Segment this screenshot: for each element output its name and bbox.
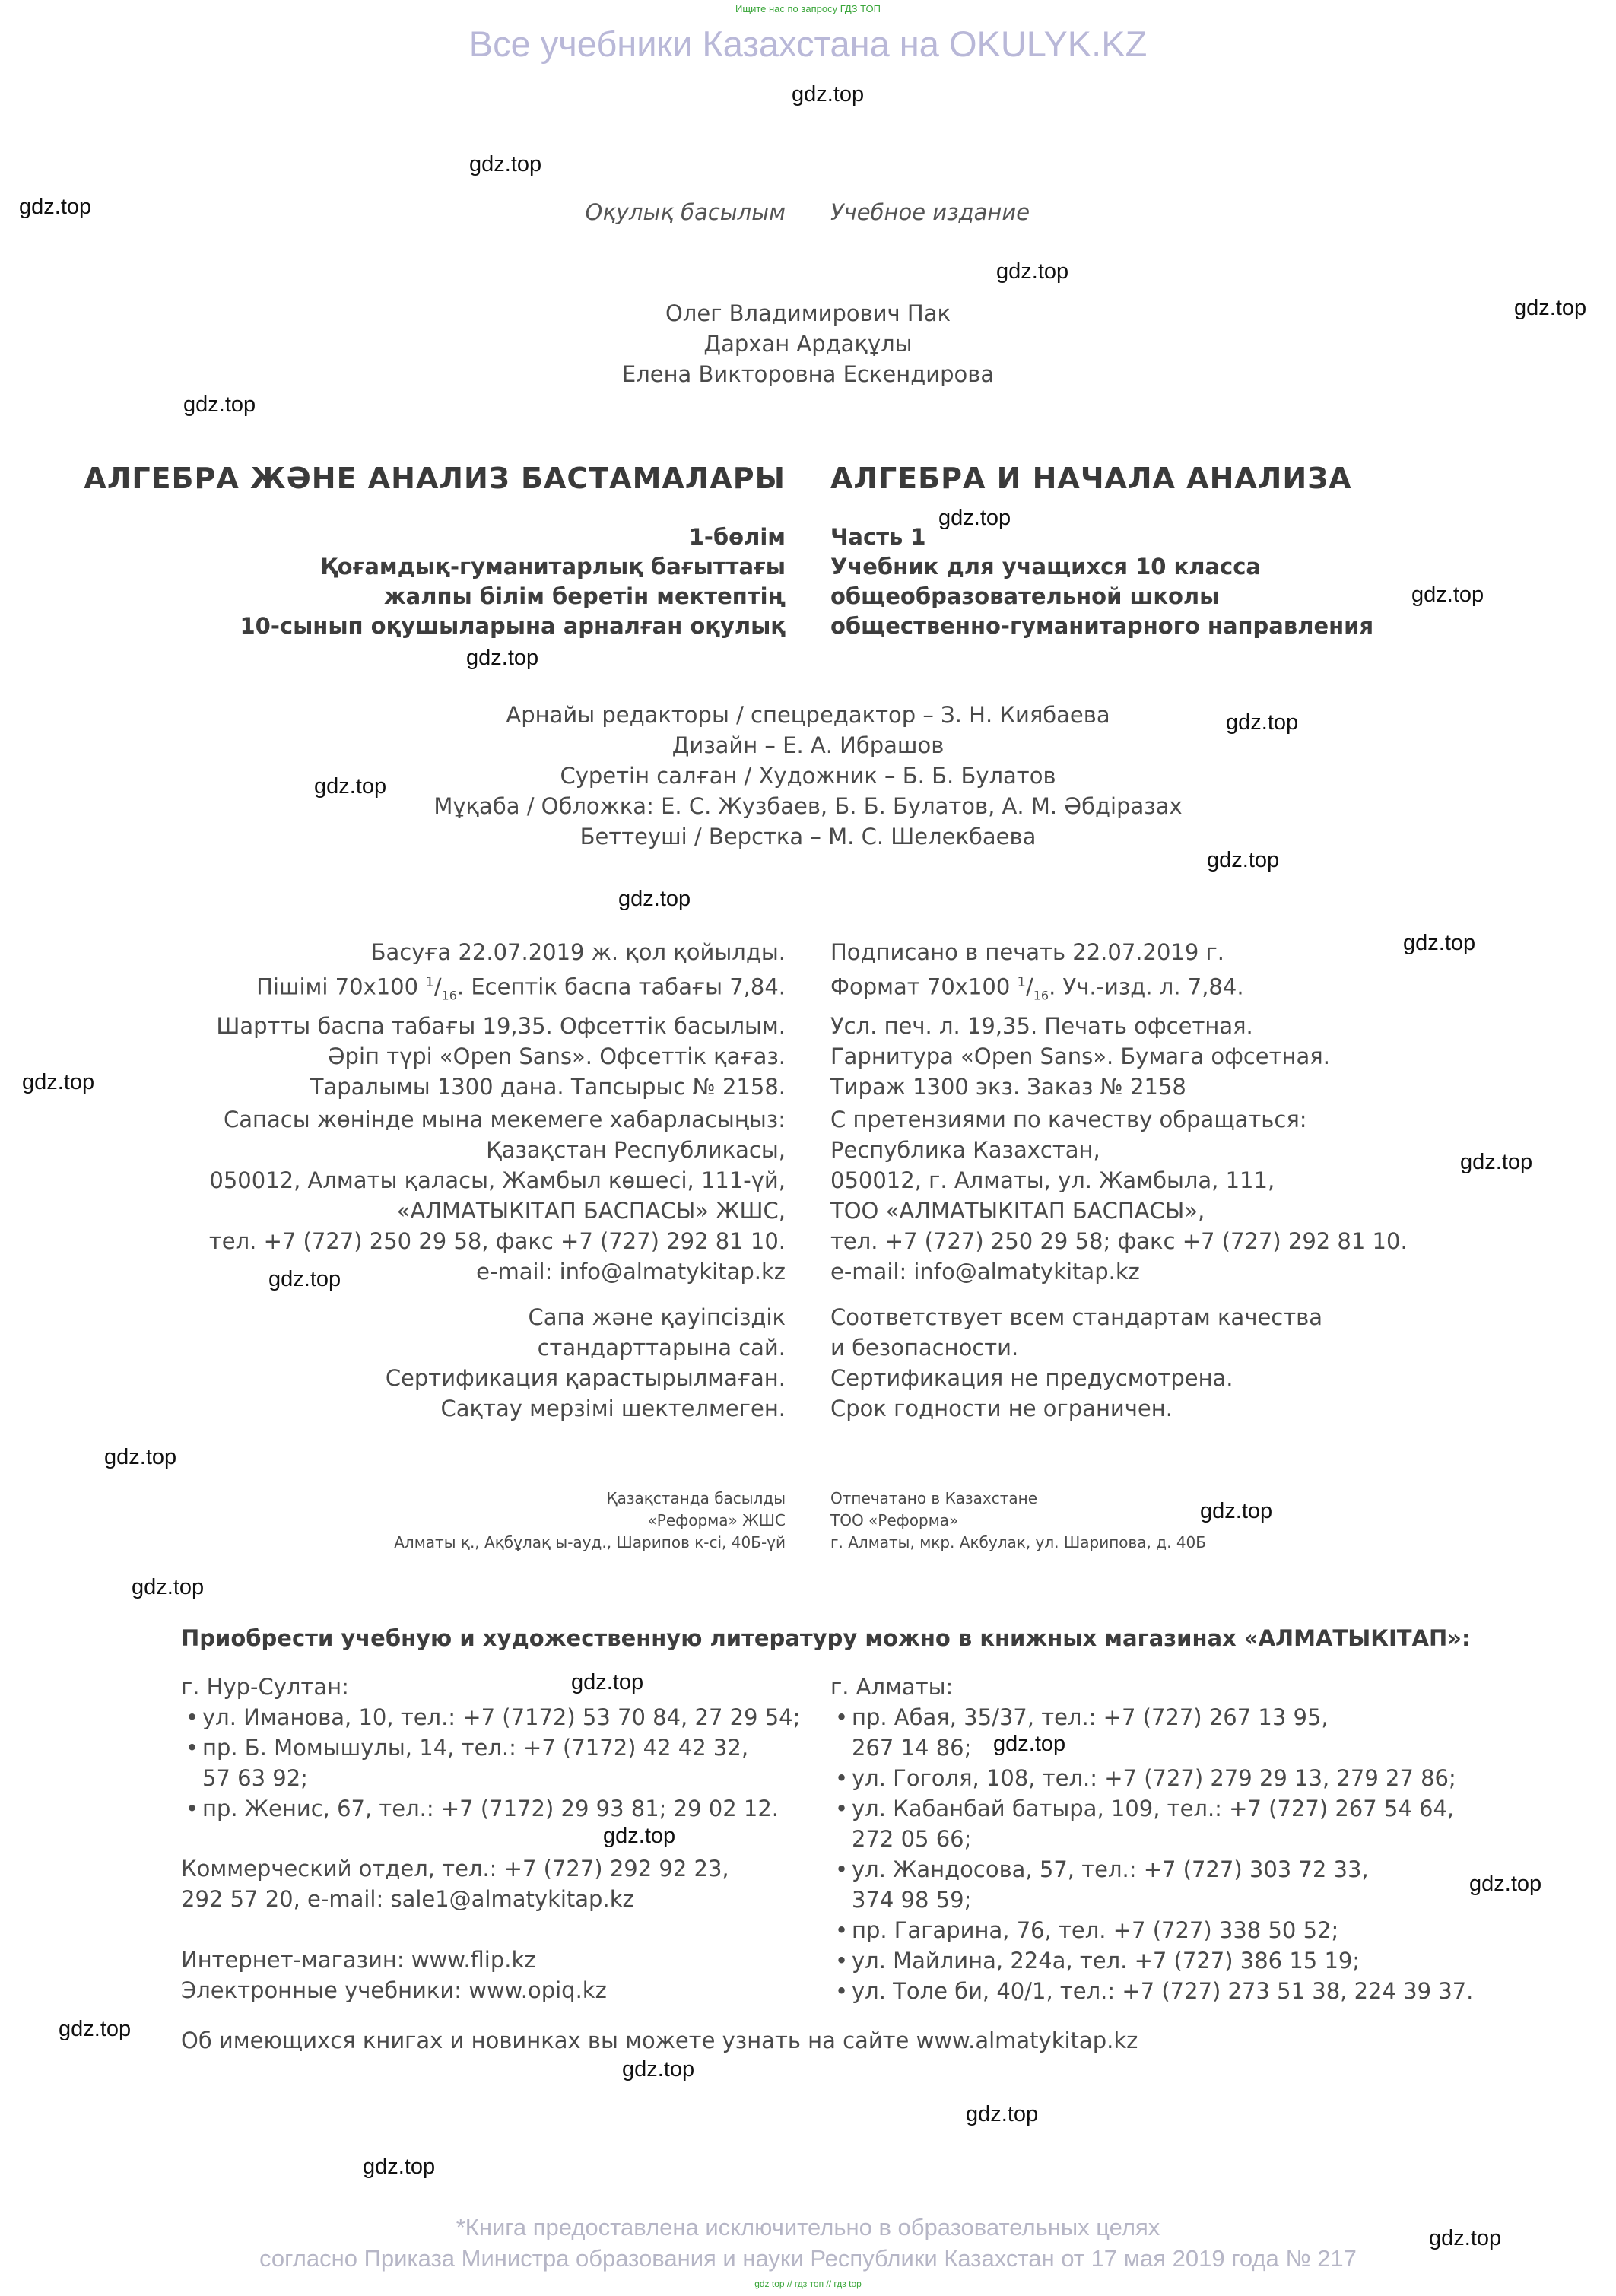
subtitle-line: общеобразовательной школы xyxy=(830,583,1220,609)
standards-line: Срок годности не ограничен. xyxy=(830,1396,1173,1421)
list-item xyxy=(186,1793,800,1824)
fraction-numerator: 1 xyxy=(1017,974,1026,990)
shop-address: ул. Толе би, 40/1, тел.: +7 (727) 273 51 38, 224 39 37. xyxy=(852,1978,1474,2004)
print-format-line: Формат 70x100 $^1/_{16}$. Уч.-изд. л. 7,84. xyxy=(830,973,1244,1003)
watermark-text: gdz.top xyxy=(1226,710,1299,735)
list-item xyxy=(835,1702,1473,1763)
commercial-email[interactable]: 292 57 20, e-mail: sale1@almatykitap.kz xyxy=(181,1886,634,1912)
shop-address-cont: 57 63 92; xyxy=(202,1765,308,1791)
bullet-icon: • xyxy=(835,1796,849,1821)
shop-address: ул. Гоголя, 108, тел.: +7 (727) 279 29 13, 279 27 86; xyxy=(852,1765,1456,1791)
credit-line: Беттеуші / Верстка – М. С. Шелекбаева xyxy=(579,824,1037,849)
search-hint-banner: Ищите нас по запросу ГДЗ ТОП xyxy=(735,3,881,14)
edition-ru: Учебное издание xyxy=(830,199,1030,225)
standards-line: Сапа және қауіпсіздік xyxy=(528,1304,786,1330)
print-line: Усл. печ. л. 19,35. Печать офсетная. xyxy=(830,1013,1253,1040)
email-link[interactable]: e-mail: info@almatykitap.kz xyxy=(476,1259,786,1285)
watermark-text: gdz.top xyxy=(466,646,539,670)
shop-address: пр. Гагарина, 76, тел. +7 (727) 338 50 52; xyxy=(852,1917,1339,1943)
bullet-icon: • xyxy=(186,1704,199,1730)
list-item xyxy=(835,1915,1473,1945)
watermark-text: gdz.top xyxy=(104,1445,177,1469)
print-details-ru xyxy=(830,937,1330,1102)
e-textbooks-link[interactable]: Электронные учебники: www.opiq.kz xyxy=(181,1977,607,2003)
print-line: Подписано в печать 22.07.2019 г. xyxy=(830,939,1224,965)
credit-line: Мұқаба / Обложка: Е. С. Жузбаев, Б. Б. Булатов, А. М. Әбдіразах xyxy=(433,793,1183,819)
print-format-line: Пішімі 70x100 $^1/_{16}$. Есептік баспа табағы 7,84. xyxy=(256,973,786,1003)
contact-line: С претензиями по качеству обращаться: xyxy=(830,1107,1307,1132)
email-link[interactable]: e-mail: info@almatykitap.kz xyxy=(830,1259,1140,1285)
commercial-line: Коммерческий отдел, тел.: +7 (727) 292 92 23, xyxy=(181,1856,729,1882)
bullet-icon: • xyxy=(835,1948,849,1974)
watermark-text: gdz.top xyxy=(792,82,865,106)
list-item xyxy=(835,1976,1473,2006)
watermark-text: gdz.top xyxy=(603,1824,676,1848)
bullet-icon: • xyxy=(835,1704,849,1730)
standards-ru xyxy=(830,1302,1322,1424)
watermark-text: gdz.top xyxy=(22,1070,95,1094)
standards-line: Соответствует всем стандартам качества xyxy=(830,1304,1322,1330)
watermark-text: gdz.top xyxy=(1207,848,1280,872)
print-line: Таралымы 1300 дана. Тапсырыс № 2158. xyxy=(310,1074,786,1100)
shop-address: пр. Женис, 67, тел.: +7 (7172) 29 93 81; 29 02 12. xyxy=(202,1796,779,1821)
subtitle-line: общественно-гуманитарного направления xyxy=(830,613,1374,639)
print-line: Шартты баспа табағы 19,35. Офсеттік басылым. xyxy=(216,1013,786,1040)
list-item xyxy=(835,1854,1473,1915)
shop-address: ул. Иманова, 10, тел.: +7 (7172) 53 70 84, 27 29 54; xyxy=(202,1704,801,1730)
shop-address: ул. Жандосова, 57, тел.: +7 (727) 303 72 33, xyxy=(852,1856,1369,1882)
fraction-denominator: 16 xyxy=(1033,988,1049,1003)
printer-line: «Реформа» ЖШС xyxy=(647,1511,786,1529)
almaty-shop-list xyxy=(835,1702,1473,2006)
edition-kz: Оқулық басылым xyxy=(585,199,786,225)
watermark-text: gdz.top xyxy=(1200,1499,1273,1523)
author-line: Елена Викторовна Ескендирова xyxy=(621,361,995,387)
printer-line: ТОО «Реформа» xyxy=(830,1511,959,1529)
credit-line: Арнайы редакторы / спецредактор – З. Н. Киябаева xyxy=(506,702,1110,728)
watermark-text: gdz.top xyxy=(571,1670,644,1694)
shop-address: пр. Б. Момышулы, 14, тел.: +7 (7172) 42 42 32, xyxy=(202,1735,749,1761)
printer-ru xyxy=(830,1488,1206,1554)
print-line: Тираж 1300 экз. Заказ № 2158 xyxy=(830,1074,1186,1100)
bullet-icon: • xyxy=(186,1735,199,1761)
nursultan-heading: г. Нур-Султан: xyxy=(181,1674,349,1700)
standards-line: Сертификация қарастырылмаған. xyxy=(385,1365,786,1391)
contact-ru xyxy=(830,1104,1408,1287)
watermark-text: gdz.top xyxy=(1469,1872,1542,1896)
printer-line: Қазақстанда басылды xyxy=(606,1489,786,1507)
almaty-heading: г. Алматы: xyxy=(830,1674,954,1700)
online-shop-link[interactable]: Интернет-магазин: www.flip.kz xyxy=(181,1947,536,1973)
shop-address: ул. Кабанбай батыра, 109, тел.: +7 (727) 267 54 64, xyxy=(852,1796,1455,1821)
credits-block xyxy=(0,700,1616,852)
contact-line: «АЛМАТЫКІТАП БАСПАСЫ» ЖШС, xyxy=(396,1198,786,1224)
footer-watermark-line: gdz top // гдз топ // гдз top xyxy=(754,2279,862,2289)
watermark-text: gdz.top xyxy=(1460,1150,1533,1174)
watermark-text: gdz.top xyxy=(363,2155,436,2179)
shop-address: ул. Майлина, 224а, тел. +7 (727) 386 15 19; xyxy=(852,1948,1360,1974)
footer-order-line: согласно Приказа Министра образования и науки Республики Казахстан от 17 мая 2019 года № 217 xyxy=(259,2245,1357,2272)
watermark-text: gdz.top xyxy=(1429,2226,1502,2250)
subtitle-ru-block xyxy=(830,522,1373,641)
shop-address-cont: 267 14 86; xyxy=(852,1735,972,1761)
watermark-text: gdz.top xyxy=(996,259,1069,284)
subtitle-line: Қоғамдық-гуманитарлық бағыттағы xyxy=(320,554,786,580)
printer-line: Отпечатано в Казахстане xyxy=(830,1489,1038,1507)
contact-line: 050012, г. Алматы, ул. Жамбыла, 111, xyxy=(830,1167,1275,1193)
contact-line: Республика Казахстан, xyxy=(830,1137,1100,1163)
standards-line: стандарттарына сай. xyxy=(537,1335,786,1361)
list-item xyxy=(835,1793,1473,1854)
bullet-icon: • xyxy=(186,1796,199,1821)
watermark-text: gdz.top xyxy=(966,2102,1039,2126)
standards-line: и безопасности. xyxy=(830,1335,1019,1361)
watermark-text: gdz.top xyxy=(993,1732,1066,1756)
bullet-icon: • xyxy=(835,1917,849,1943)
subtitle-line: 1-бөлім xyxy=(688,524,786,550)
list-item xyxy=(835,1945,1473,1976)
print-line: Басуға 22.07.2019 ж. қол қойылды. xyxy=(370,939,786,965)
watermark-text: gdz.top xyxy=(268,1267,341,1291)
bullet-icon: • xyxy=(835,1856,849,1882)
subtitle-line: Часть 1 xyxy=(830,524,926,550)
printer-line: г. Алматы, мкр. Акбулак, ул. Шарипова, д. 40Б xyxy=(830,1533,1206,1551)
authors-block xyxy=(0,298,1616,389)
subtitle-line: жалпы білім беретін мектептің xyxy=(383,583,786,609)
watermark-text: gdz.top xyxy=(1403,931,1476,955)
watermark-text: gdz.top xyxy=(183,392,256,417)
contact-line: тел. +7 (727) 250 29 58; факс +7 (727) 292 81 10. xyxy=(830,1228,1408,1254)
watermark-text: gdz.top xyxy=(938,506,1011,530)
standards-kz xyxy=(386,1302,786,1424)
standards-line: Сертификация не предусмотрена. xyxy=(830,1365,1233,1391)
watermark-text: gdz.top xyxy=(1514,296,1587,320)
watermark-text: gdz.top xyxy=(314,774,387,799)
print-format-suffix: . Уч.-изд. л. 7,84. xyxy=(1049,973,1244,1000)
shop-address-cont: 272 05 66; xyxy=(852,1826,972,1852)
bullet-icon: • xyxy=(835,1978,849,2004)
printer-line: Алматы қ., Ақбұлақ ы-ауд., Шарипов к-сі, 40Б-үй xyxy=(394,1533,786,1551)
print-line: Гарнитура «Open Sans». Бумага офсетная. xyxy=(830,1043,1330,1070)
news-line[interactable]: Об имеющихся книгах и новинках вы можете узнать на сайте www.almatykitap.kz xyxy=(181,2028,1138,2053)
print-format-prefix: Пішімі 70x100 xyxy=(256,973,426,1000)
contact-kz xyxy=(209,1104,786,1287)
watermark-text: gdz.top xyxy=(469,152,542,176)
contact-line: Қазақстан Республикасы, xyxy=(486,1137,786,1163)
credit-line: Дизайн – Е. А. Ибрашов xyxy=(671,732,945,758)
subtitle-line: Учебник для учащихся 10 класса xyxy=(830,554,1261,580)
contact-line: тел. +7 (727) 250 29 58, факс +7 (727) 292 81 10. xyxy=(208,1228,786,1254)
print-format-prefix: Формат 70x100 xyxy=(830,973,1018,1000)
watermark-text: gdz.top xyxy=(19,195,92,219)
book-title-kz: АЛГЕБРА ЖӘНЕ АНАЛИЗ БАСТАМАЛАРЫ xyxy=(84,462,786,495)
shop-address: пр. Абая, 35/37, тел.: +7 (727) 267 13 95, xyxy=(852,1704,1329,1730)
print-line: Әріп түрі «Open Sans». Офсеттік қағаз. xyxy=(327,1043,786,1070)
subtitle-line: 10-сынып оқушыларына арналған оқулық xyxy=(240,613,786,639)
shop-address-cont: 374 98 59; xyxy=(852,1887,972,1913)
book-title-ru: АЛГЕБРА И НАЧАЛА АНАЛИЗА xyxy=(830,462,1352,495)
watermark-text: gdz.top xyxy=(622,2057,695,2082)
nursultan-shop-list xyxy=(186,1702,800,1824)
online-links xyxy=(181,1945,607,2005)
list-item xyxy=(186,1702,800,1732)
shops-title: Приобрести учебную и художественную литературу можно в книжных магазинах «АЛМАТЫКІТАП»: xyxy=(181,1625,1471,1651)
watermark-text: gdz.top xyxy=(618,887,691,911)
subtitle-kz-block xyxy=(240,522,786,641)
print-format-suffix: . Есептік баспа табағы 7,84. xyxy=(456,973,786,1000)
contact-line: ТОО «АЛМАТЫКІТАП БАСПАСЫ», xyxy=(830,1198,1205,1224)
commercial-department xyxy=(181,1853,729,1914)
author-line: Олег Владимирович Пак xyxy=(665,300,951,326)
site-banner[interactable]: Все учебники Казахстана на OKULYK.KZ xyxy=(468,24,1148,64)
standards-line: Сақтау мерзімі шектелмеген. xyxy=(440,1396,786,1421)
bullet-icon: • xyxy=(835,1765,849,1791)
footer-disclaimer-line: *Книга предоставлена исключительно в образовательных целях xyxy=(456,2214,1160,2240)
fraction-denominator: 16 xyxy=(441,988,457,1003)
contact-line: Сапасы жөнінде мына мекемеге хабарласыңыз: xyxy=(224,1107,786,1132)
print-details-kz xyxy=(216,937,786,1102)
author-line: Дархан Ардақұлы xyxy=(703,331,913,357)
fraction-numerator: 1 xyxy=(425,974,434,990)
printer-kz xyxy=(394,1488,786,1554)
watermark-text: gdz.top xyxy=(59,2017,132,2041)
credit-line: Суретін салған / Художник – Б. Б. Булатов xyxy=(560,763,1056,789)
watermark-text: gdz.top xyxy=(132,1575,205,1599)
list-item xyxy=(835,1763,1473,1793)
watermark-text: gdz.top xyxy=(1411,583,1484,607)
contact-line: 050012, Алматы қаласы, Жамбыл көшесі, 111-үй, xyxy=(209,1167,786,1193)
list-item xyxy=(186,1732,800,1793)
